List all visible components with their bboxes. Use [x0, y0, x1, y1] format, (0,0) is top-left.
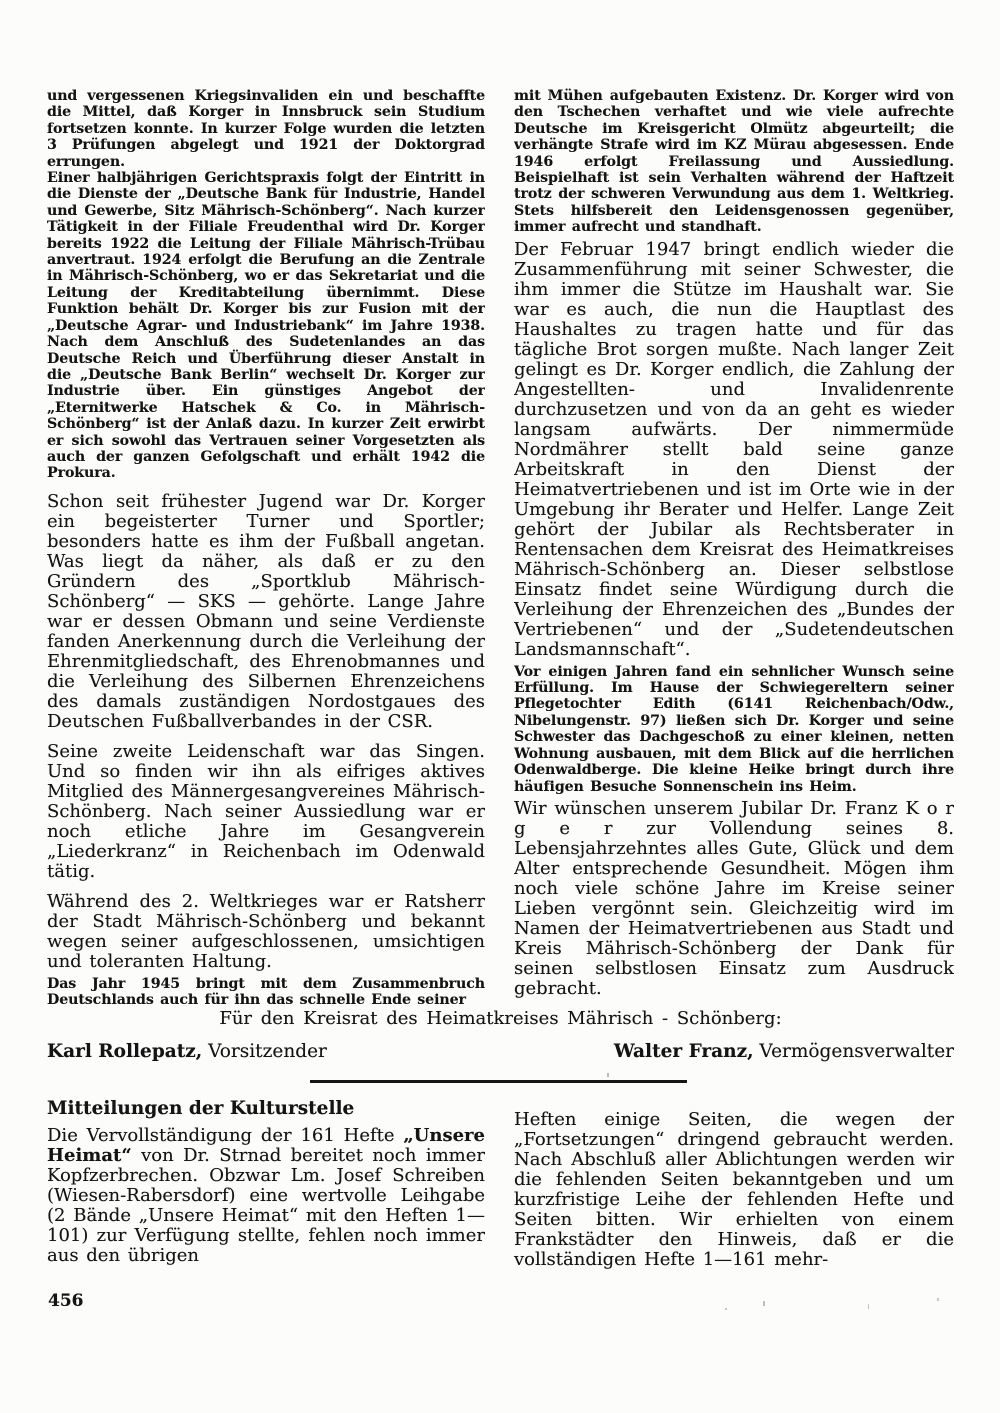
- paragraph: Vor einigen Jahren fand ein sehnlicher Wunsch seine Erfüllung. Im Hause der Schwiegereltern seiner Pflegetochter Edith (6141 Reichenbach/Odw., Nibelungenstr. 97) ließen sich Dr. Korger und seine Schwester das Dachgeschoß zu einer kleinen, netten Wohnung ausbauen, mit dem Blick auf die herrlichen Odenwaldberge. Die kleine Heike bringt durch ihre häufigen Besuche Sonnenschein ins Heim.: [514, 663, 954, 795]
- article-right-column: [514, 88, 954, 999]
- culture-left-bold-title: „Unsere Heimat“: [47, 1125, 485, 1166]
- paragraph: und vergessenen Kriegsinvaliden ein und beschaffte die Mittel, daß Korger in Innsbruck sein Studium fortsetzen konnte. In kurzer Folge wurden die letzten 3 Prüfungen abgelegt und 1921 der Doktorgrad errungen.: [47, 88, 485, 170]
- culture-section: [47, 1098, 954, 1270]
- scan-artifact: [607, 1073, 609, 1077]
- signature-left: [47, 1041, 327, 1063]
- signature-left-role: Vorsitzender: [202, 1041, 327, 1062]
- paragraph: Der Februar 1947 bringt endlich wieder die Zusammenführung mit seiner Schwester, die ihm immer die Stütze im Haushalt war. Sie war es auch, die nun die Hauptlast des Haushaltes zu tragen hatte und für das tägliche Brot sorgen mußte. Nach langer Zeit gelingt es Dr. Korger endlich, die Zahlung der Angestellten- und Invalidenrente durchzusetzen und von da an geht es wieder langsam aufwärts. Der nimmermüde Nordmährer stellt bald seine ganze Arbeitskraft in den Dienst der Heimatvertriebenen und ist im Orte wie in der Umgebung ihr Berater und Helfer. Lange Zeit gehört der Jubilar als Rechtsberater in Rentensachen dem Kreisrat des Heimatkreises Mährisch-Schönberg an. Dieser selbstlose Einsatz findet seine Würdigung durch die Verleihung der Ehrenzeichen des „Bundes der Vertriebenen“ und der „Sudetendeutschen Landsmannschaft“.: [514, 238, 954, 660]
- page-number: 456: [48, 1291, 84, 1311]
- paragraph: Seine zweite Leidenschaft war das Singen. Und so finden wir ihn als eifriges aktives Mitglied des Männergesangvereines Mährisch-Schönberg. Nach seiner Aussiedlung war er noch etliche Jahre im Gesangverein „Liederkranz“ in Reichenbach im Odenwald tätig.: [47, 740, 485, 882]
- culture-left-column: [47, 1098, 485, 1270]
- paragraph: Während des 2. Weltkrieges war er Ratsherr der Stadt Mährisch-Schönberg und bekannt wegen seiner aufgeschlossenen, umsichtigen und toleranten Haltung.: [47, 890, 485, 972]
- culture-heading: Mitteilungen der Kulturstelle: [47, 1098, 355, 1119]
- paragraph: Einer halbjährigen Gerichtspraxis folgt der Eintritt in die Dienste der „Deutsche Bank für Industrie, Handel und Gewerbe, Sitz Mährisch-Schönberg“. Nach kurzer Tätigkeit in der Filiale Freudenthal wird Dr. Korger bereits 1922 die Leitung der Filiale Mährisch-Trübau anvertraut. 1924 erfolgt die Berufung an die Zentrale in Mährisch-Schönberg, wo er das Sekretariat und die Leitung der Kreditabteilung übernimmt. Diese Funktion behält Dr. Korger bis zur Fusion mit der „Deutsche Agrar- und Industriebank“ im Jahre 1938. Nach dem Anschluß des Sudetenlandes an das Deutsche Reich und Überführung dieser Anstalt in die „Deutsche Bank Berlin“ wechselt Dr. Korger zur Industrie über. Ein günstiges Angebot der „Eternitwerke Hatschek & Co. in Mährisch-Schönberg“ ist der Anlaß dazu. In kurzer Zeit erwirbt er sich sowohl das Vertrauen seiner Vorgesetzten als auch der ganzen Gefolgschaft und erhält 1942 die Prokura.: [47, 170, 485, 482]
- article-closing: [47, 1008, 954, 1063]
- culture-left-rest: von Dr. Strnad bereitet noch immer Kopfzerbrechen. Obzwar Lm. Josef Schreiben (Wiesen-Rabersdorf) eine wertvolle Leihgabe (2 Bände „Unsere Heimat“ mit den Heften 1—101) zur Verfügung stellte, fehlen noch immer aus den übrigen: [47, 1145, 485, 1266]
- signature-right-name: Walter Franz,: [613, 1041, 754, 1062]
- culture-right-paragraph: Heften einige Seiten, die wegen der „Fortsetzungen“ dringend gebraucht werden. Nach Abschluß aller Ablichtungen werden wir die fehlenden Seiten bekanntgeben und um kurzfristige Leihe der fehlenden Hefte und Seiten bitten. Wir erhielten von einem Frankstädter den Hinweis, daß er die vollständigen Hefte 1—161 mehr-: [514, 1109, 954, 1270]
- paragraph: Schon seit frühester Jugend war Dr. Korger ein begeisterter Turner und Sportler; besonders hatte es ihm der Fußball angetan. Was liegt da näher, als daß er zu den Gründern des „Sportklub Mährisch-Schönberg“ — SKS — gehörte. Lange Jahre war er dessen Obmann und seine Verdienste fanden Anerkennung durch die Verleihung der Ehrenmitgliedschaft, des Ehrenobmannes und die Verleihung des Silbernen Ehrenzeichens des damals zuständigen Nordostgaues des Deutschen Fußballverbandes in der CSR.: [47, 490, 485, 732]
- scan-artifact: [763, 1301, 765, 1306]
- paragraph: mit Mühen aufgebauten Existenz. Dr. Korger wird von den Tschechen verhaftet und wie viele aufrechte Deutsche im Kreisgericht Olmütz abgeurteilt; die verhängte Strafe wird im KZ Mürau abgesessen. Ende 1946 erfolgt Freilassung und Aussiedlung. Beispielhaft ist sein Verhalten während der Haftzeit trotz der schweren Verwundung aus dem 1. Weltkrieg. Stets hilfsbereit den Leidensgenossen gegenüber, immer aufrecht und standhaft.: [514, 88, 954, 236]
- culture-left-intro: Die Vervollständigung der 161 Hefte: [47, 1125, 404, 1146]
- scan-artifact: [868, 1304, 869, 1309]
- scan-artifact: [937, 1298, 939, 1301]
- signature-right: [614, 1041, 954, 1063]
- culture-right-column: [514, 1098, 954, 1270]
- signature-left-name: Karl Rollepatz,: [47, 1041, 203, 1062]
- paragraph: Wir wünschen unserem Jubilar Dr. Franz K o r g e r zur Vollendung seines 8. Lebensjahrzehntes alles Gute, Glück und dem Alter entsprechende Gesundheit. Mögen ihm noch viele schöne Jahre im Kreise seiner Lieben vergönnt sein. Gleichzeitig wird im Namen der Heimatvertriebenen aus Stadt und Kreis Mährisch-Schönberg der Dank für seinen selbstlosen Einsatz zum Ausdruck gebracht.: [514, 797, 954, 999]
- closing-line: Für den Kreisrat des Heimatkreises Mährisch - Schönberg:: [219, 1008, 782, 1029]
- signatures-row: [47, 1041, 954, 1063]
- culture-left-paragraph: [47, 1126, 485, 1266]
- article-left-column: [47, 88, 485, 1008]
- paragraph: Das Jahr 1945 bringt mit dem Zusammenbruch Deutschlands auch für ihn das schnelle Ende seiner: [47, 975, 485, 1008]
- signature-right-role: Vermögensverwalter: [753, 1041, 954, 1062]
- scan-artifact: [725, 1308, 727, 1310]
- divider-rule: [310, 1080, 687, 1083]
